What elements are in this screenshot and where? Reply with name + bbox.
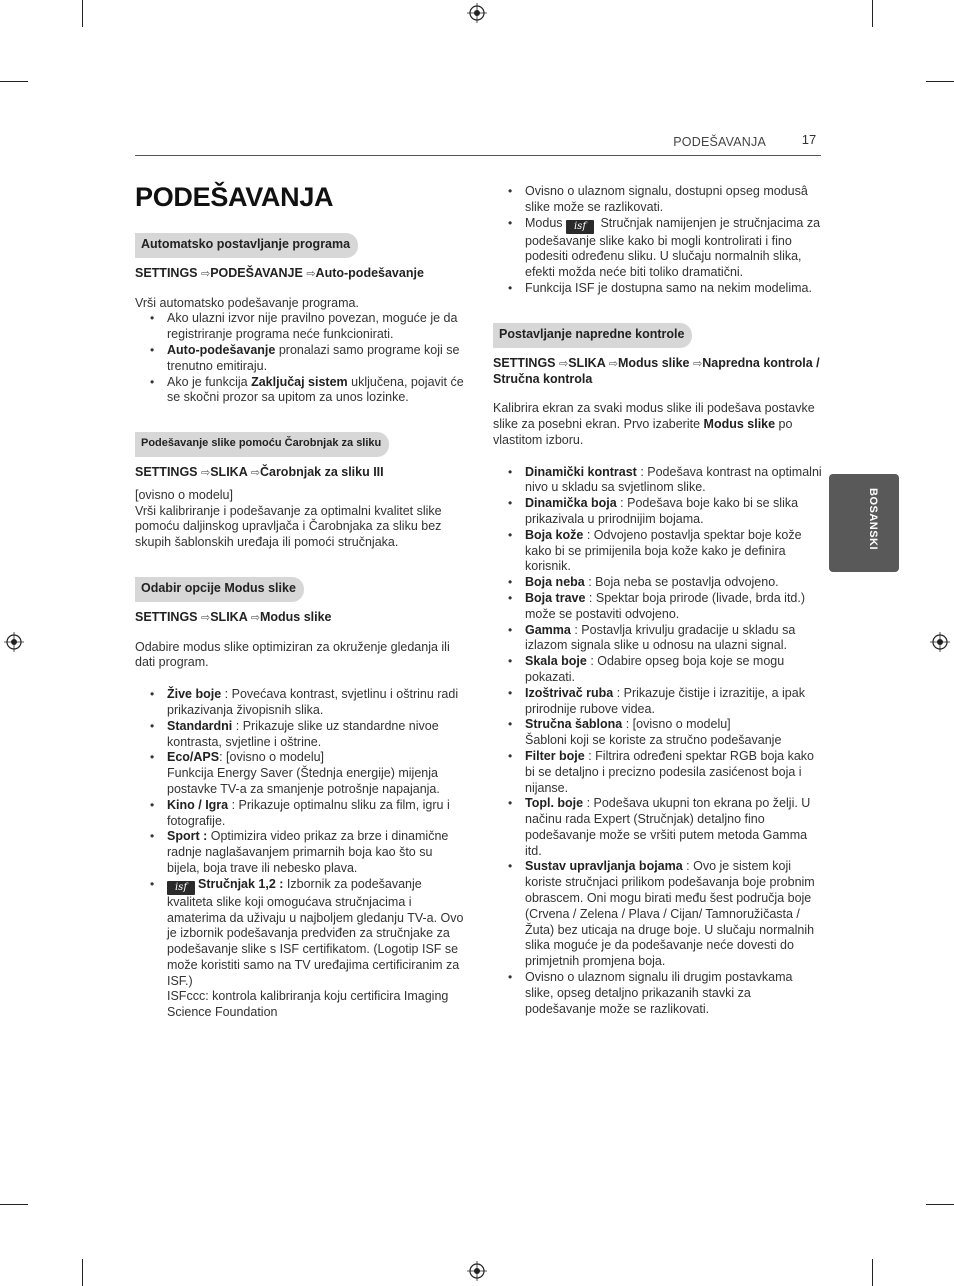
list-item: • isf Stručnjak 1,2 : Izbornik za podešavanje kvaliteta slike koji omogućava stručnjacima i amaterima da uživaju u najboljem gledanju TV-a. Ovo je izbornik podešavanja predviđen za stručnjake za podešavanje slike s ISF certifikatom. (Logotip ISF se može koristiti samo na TV uređajima certificiranim za ISF.) ISFccc: kontrola kalibriranja koju certificira Imaging Science Foundation	[135, 877, 465, 1021]
list-item: • Auto-podešavanje pronalazi samo programe koji se trenutno emitiraju.	[135, 343, 465, 375]
list-item: • Ako je funkcija Zaključaj sistem uključena, pojavit će se skočni prozor sa upitom za unos lozinke.	[135, 375, 465, 407]
list-item: • Stručna šablona : [ovisno o modelu] Šabloni koji se koriste za stručno podešavanje	[493, 717, 823, 749]
menu-path: SETTINGS ⇨SLIKA ⇨Modus slike ⇨Napredna kontrola / Stručna kontrola	[493, 355, 820, 387]
list-item: • Izoštrivač ruba : Prikazuje čistije i izrazitije, a ipak prirodnije rubove videa.	[493, 686, 823, 718]
section-heading-mode: Odabir opcije Modus slike	[135, 577, 304, 602]
left-column	[135, 180, 465, 1021]
paragraph: Vrši automatsko podešavanje programa.	[135, 295, 359, 310]
section-heading-advanced: Postavljanje napredne kontrole	[493, 323, 692, 348]
crop-mark	[872, 1259, 873, 1286]
list-item: • Topl. boje : Podešava ukupni ton ekrana po želji. U načinu rada Expert (Stručnjak) detaljno fino podešavanje može se vršiti putem metoda Gamma itd.	[493, 796, 823, 859]
arrow-icon: ⇨	[250, 611, 260, 624]
list-item: • Dinamička boja : Podešava boje kako bi se slika prikazivala u prirodnijim bojama.	[493, 496, 823, 528]
isf-logo-icon: isf	[566, 220, 594, 234]
arrow-icon: ⇨	[693, 357, 703, 370]
section-heading-wizard: Podešavanje slike pomoću Čarobnjak za sliku	[135, 432, 389, 457]
list-item: • Skala boje : Odabire opseg boja koje se mogu pokazati.	[493, 654, 823, 686]
menu-path: SETTINGS ⇨SLIKA ⇨Modus slike	[135, 609, 332, 624]
bullet-list	[135, 311, 465, 406]
bullet-list	[493, 184, 823, 297]
arrow-icon: ⇨	[250, 466, 260, 479]
crop-mark	[0, 81, 28, 82]
list-item: • Ovisno o ulaznom signalu, dostupni opseg modusâ slike može se razlikovati.	[493, 184, 823, 216]
list-item: • Modus isf Stručnjak namijenjen je stručnjacima za podešavanje slike kako bi mogli kontrolirati i fino podesiti određenu sliku. U slučaju normalnih slika, efekti možda neće biti toliko dramatični.	[493, 216, 823, 281]
page-title: PODEŠAVANJA	[135, 182, 334, 212]
page-number: 17	[801, 132, 817, 147]
crop-mark	[926, 1204, 954, 1205]
list-item: • Gamma : Postavlja krivulju gradacije u skladu sa izlazom signala slike u odnosu na ulazni signal.	[493, 623, 823, 655]
crop-mark	[82, 1259, 83, 1286]
running-header: PODEŠAVANJA	[673, 135, 766, 149]
registration-mark-icon	[930, 632, 950, 652]
list-item: • Sustav upravljanja bojama : Ovo je sistem koji koriste stručnjaci prilikom podešavanja boje probnim obrascem. Oni mogu birati među šest područja boje (Crvena / Zelena / Plava / Cijan/ Tamnoružičasta / Žuta) bez uticaja na druge boje. U slučaju normalnih slika moguće je da podešavanje neće dovesti do primjetnih promjena boja.	[493, 859, 823, 970]
header-rule	[135, 155, 821, 156]
isf-logo-icon: isf	[167, 881, 195, 895]
arrow-icon: ⇨	[201, 466, 211, 479]
list-item: • Ako ulazni izvor nije pravilno povezan, moguće je da registriranje programa neće funkcionirati.	[135, 311, 465, 343]
menu-path: SETTINGS ⇨SLIKA ⇨Čarobnjak za sliku III	[135, 464, 384, 479]
list-item: • Ovisno o ulaznom signalu ili drugim postavkama slike, opseg detaljno prikazanih stavki za podešavanje može se razlikovati.	[493, 970, 823, 1017]
registration-mark-icon	[467, 3, 487, 23]
list-item: • Žive boje : Povećava kontrast, svjetlinu i oštrinu radi prikazivanja živopisnih slika.	[135, 687, 465, 719]
list-item: • Funkcija ISF je dostupna samo na nekim modelima.	[493, 281, 823, 297]
list-item: • Boja kože : Odvojeno postavlja spektar boje kože kako bi se primijenila boja kože kako je definira korisnik.	[493, 528, 823, 575]
language-tab-label: BOSANSKI	[867, 488, 879, 551]
list-item: • Kino / Igra : Prikazuje optimalnu sliku za film, igru i fotografije.	[135, 798, 465, 830]
bullet-list	[493, 465, 823, 1018]
crop-mark	[872, 0, 873, 27]
language-tab	[829, 474, 899, 572]
paragraph: Odabire modus slike optimiziran za okruženje gledanja ili dati program.	[135, 639, 450, 670]
right-column	[493, 184, 823, 1017]
arrow-icon: ⇨	[559, 357, 569, 370]
arrow-icon: ⇨	[306, 267, 316, 280]
paragraph: Kalibrira ekran za svaki modus slike ili podešava postavke slike za posebni ekran. Prvo izaberite Modus slike po vlastitom izboru.	[493, 401, 815, 447]
crop-mark	[82, 0, 83, 27]
paragraph: Vrši kalibriranje i podešavanje za optimalni kvalitet slike pomoću daljinskog upravljača i Čarobnjaka za sliku bez skupih šablonskih uređaja ili pomoći stručnjaka.	[135, 503, 442, 550]
list-item: • Dinamički kontrast : Podešava kontrast na optimalni nivo u skladu sa svjetlinom slike.	[493, 465, 823, 497]
section-heading-auto: Automatsko postavljanje programa	[135, 233, 358, 258]
list-item: • Boja neba : Boja neba se postavlja odvojeno.	[493, 575, 823, 591]
list-item: • Standardni : Prikazuje slike uz standardne nivoe kontrasta, svjetline i oštrine.	[135, 719, 465, 751]
list-item: • Boja trave : Spektar boja prirode (livade, brda itd.) može se postaviti odvojeno.	[493, 591, 823, 623]
bullet-list	[135, 687, 465, 1021]
arrow-icon: ⇨	[201, 611, 211, 624]
registration-mark-icon	[4, 632, 24, 652]
arrow-icon: ⇨	[201, 267, 211, 280]
note: [ovisno o modelu]	[135, 487, 233, 502]
registration-mark-icon	[467, 1261, 487, 1281]
menu-path: SETTINGS ⇨PODEŠAVANJE ⇨Auto-podešavanje	[135, 265, 424, 280]
list-item: • Filter boje : Filtrira određeni spektar RGB boja kako bi se detaljno i precizno podesila zasićenost boja i nijanse.	[493, 749, 823, 796]
list-item: • Eco/APS: [ovisno o modelu] Funkcija Energy Saver (Štednja energije) mijenja postavke TV-a za smanjenje potrošnje napajanja.	[135, 750, 465, 797]
list-item: • Sport : Optimizira video prikaz za brze i dinamične radnje naglašavanjem primarnih boja kao što su bijela, boja trave ili nebesko plava.	[135, 829, 465, 876]
crop-mark	[0, 1204, 28, 1205]
arrow-icon: ⇨	[608, 357, 618, 370]
crop-mark	[926, 81, 954, 82]
